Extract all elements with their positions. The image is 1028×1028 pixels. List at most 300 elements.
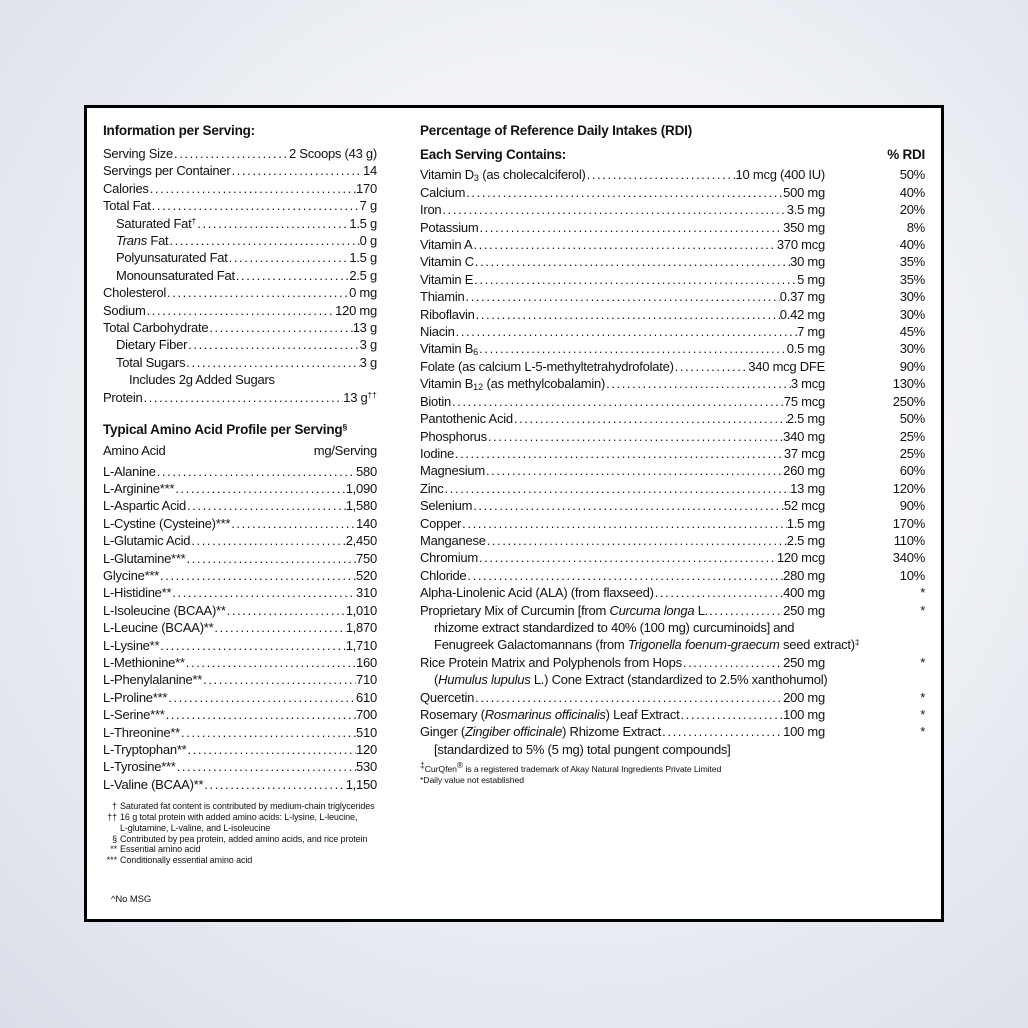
dot-leader xyxy=(478,340,787,357)
rdi-name: Chromium xyxy=(420,550,478,566)
dot-leader xyxy=(186,497,346,514)
rdi-name: Thiamin xyxy=(420,289,465,305)
rdi-amount: 350 mg xyxy=(783,219,825,235)
rdi-main xyxy=(420,480,925,497)
rdi-percent: 90% xyxy=(899,358,925,374)
rdi-main xyxy=(420,184,925,201)
rdi-amount: 5 mg xyxy=(797,271,825,287)
amino-name: L-Aspartic Acid xyxy=(103,498,186,514)
rdi-main xyxy=(420,236,925,253)
dot-leader xyxy=(186,550,357,567)
nutrient-name: Serving Size xyxy=(103,146,173,161)
rdi-main xyxy=(420,706,925,723)
nutrient-value: 1.5 g xyxy=(349,215,377,231)
dot-leader xyxy=(654,584,783,601)
dot-leader xyxy=(487,428,783,445)
rdi-name: Zinc xyxy=(420,480,444,496)
nutrition-row xyxy=(103,389,377,406)
dot-leader xyxy=(165,706,356,723)
rdi-row xyxy=(420,201,925,218)
rdi-row xyxy=(420,515,925,532)
rdi-continuation: Fenugreek Galactomannans (from Trigonella foenum-graecum seed extract)‡ xyxy=(434,637,860,653)
nutrient-value: 13 g†† xyxy=(343,389,377,405)
rdi-main xyxy=(420,410,925,427)
dot-leader xyxy=(142,389,343,406)
dot-leader xyxy=(166,284,349,301)
rdi-main xyxy=(420,219,925,236)
amino-col-name: Amino Acid xyxy=(103,443,166,459)
rdi-percent: 130% xyxy=(892,376,925,392)
rdi-main xyxy=(420,549,925,566)
dot-leader xyxy=(674,358,749,375)
rdi-percent: 10% xyxy=(899,567,925,583)
rdi-amount: 37 mcg xyxy=(783,445,825,461)
nutrient-name: Saturated Fat† xyxy=(116,215,197,231)
nutrient-name: Total Sugars xyxy=(116,354,186,370)
left-column xyxy=(103,122,377,905)
dot-leader xyxy=(203,776,345,793)
rdi-percent: 40% xyxy=(899,184,925,200)
rdi-row xyxy=(420,462,925,479)
rdi-amount: 280 mg xyxy=(783,567,825,583)
nutrient-name: Protein xyxy=(103,389,143,405)
nutrition-row xyxy=(103,215,377,232)
rdi-percent: * xyxy=(920,724,925,740)
dot-leader xyxy=(455,323,797,340)
rdi-amount: 1.5 mg xyxy=(786,515,825,531)
rdi-name: Vitamin E xyxy=(420,271,474,287)
amino-row xyxy=(103,689,377,706)
rdi-percent: 35% xyxy=(899,254,925,270)
rdi-name: Vitamin $B_{12}$ (as methylcobalamin) xyxy=(420,376,606,393)
left-footnotes xyxy=(103,801,377,866)
footnote-line: L-glutamine, L-valine, and L-isoleucine xyxy=(120,822,271,833)
nutrient-name: Includes 2g Added Sugars xyxy=(129,372,275,388)
dot-leader xyxy=(156,463,356,480)
dot-leader xyxy=(213,619,345,636)
rdi-main xyxy=(420,532,925,549)
rdi-main xyxy=(420,654,925,671)
amino-value: 1,150 xyxy=(345,776,377,792)
dot-leader xyxy=(235,267,350,284)
nutrient-name: Sodium xyxy=(103,302,146,318)
rdi-row xyxy=(420,497,925,514)
rdi-name: Rice Protein Matrix and Polyphenols from Hops xyxy=(420,654,682,670)
dot-leader xyxy=(146,302,336,319)
footnote-line: Saturated fat content is contributed by medium-chain triglycerides xyxy=(120,801,375,812)
rdi-row xyxy=(420,654,925,689)
amino-name: L-Cystine (Cysteine)*** xyxy=(103,515,231,531)
rdi-percent: 60% xyxy=(899,463,925,479)
rdi-name: Pantothenic Acid xyxy=(420,411,513,427)
amino-name: L-Leucine (BCAA)** xyxy=(103,620,214,636)
nutrition-row xyxy=(103,197,377,214)
amino-value: 1,580 xyxy=(345,498,377,514)
dot-leader xyxy=(465,184,783,201)
rdi-name: Folate (as calcium L-5-methyltetrahydrofolate) xyxy=(420,358,674,374)
amino-name: L-Threonine** xyxy=(103,724,180,740)
rdi-main xyxy=(420,497,925,514)
rdi-name: Potassium xyxy=(420,219,479,235)
rdi-row xyxy=(420,706,925,723)
footnote-marker: § xyxy=(112,833,117,844)
footnote-line: Conditionally essential amino acid xyxy=(120,855,253,866)
amino-value: 580 xyxy=(356,463,377,479)
rdi-main xyxy=(420,271,925,288)
rdi-percent: 25% xyxy=(899,445,925,461)
amino-rows xyxy=(103,463,377,794)
footnote-marker: † xyxy=(112,801,117,812)
rdi-name: Proprietary Mix of Curcumin [from Curcuma longa L. xyxy=(420,602,709,618)
dot-leader xyxy=(230,515,356,532)
nutrient-name: Trans Fat xyxy=(116,233,169,249)
footnote-marker: *** xyxy=(106,855,117,866)
rdi-name: Ginger (Zingiber officinale) Rhizome Extract xyxy=(420,724,662,740)
rdi-percent: * xyxy=(920,602,925,618)
footnote-marker: †† xyxy=(107,812,117,823)
amino-row xyxy=(103,741,377,758)
rdi-row xyxy=(420,323,925,340)
dot-leader xyxy=(679,706,783,723)
rdi-amount: 75 mcg xyxy=(783,393,825,409)
rdi-amount: 2.5 mg xyxy=(786,532,825,548)
rdi-percent: * xyxy=(920,707,925,722)
dot-leader xyxy=(159,567,356,584)
rdi-amount: 2.5 mg xyxy=(786,411,825,427)
dot-leader xyxy=(605,375,791,392)
rdi-row xyxy=(420,288,925,305)
rdi-amount: 100 mg xyxy=(783,724,825,740)
rdi-main xyxy=(420,340,925,357)
dot-leader xyxy=(174,480,346,497)
rdi-amount: 260 mg xyxy=(783,463,825,479)
amino-value: 2,450 xyxy=(345,533,377,549)
rdi-main xyxy=(420,166,925,183)
nutrient-value: 2.5 g xyxy=(349,267,377,283)
rdi-amount: 340 mcg DFE xyxy=(748,358,825,374)
footnote xyxy=(103,834,377,845)
dot-leader xyxy=(478,549,777,566)
dot-leader xyxy=(474,689,783,706)
amino-value: 750 xyxy=(356,550,377,566)
rdi-percent: 50% xyxy=(899,167,925,183)
rdi-row xyxy=(420,271,925,288)
each-serving-label: Each Serving Contains: xyxy=(420,147,567,162)
rdi-amount: 200 mg xyxy=(783,689,825,705)
rdi-row xyxy=(420,184,925,201)
rdi-amount: 0.37 mg xyxy=(779,289,825,305)
nutrient-name: Cholesterol xyxy=(103,285,167,301)
nutrition-row xyxy=(103,249,377,266)
nutrient-value: 3 g xyxy=(359,354,377,370)
rdi-percent: 35% xyxy=(899,271,925,287)
amino-row xyxy=(103,497,377,514)
rdi-name: Rosemary (Rosmarinus officinalis) Leaf Extract xyxy=(420,707,680,722)
amino-value: 1,710 xyxy=(345,637,377,653)
rdi-percent: 8% xyxy=(906,219,925,235)
rdi-amount: 370 mcg xyxy=(776,237,825,253)
rdi-amount: 500 mg xyxy=(783,184,825,200)
rdi-row xyxy=(420,306,925,323)
rdi-name: Vitamin C xyxy=(420,254,474,270)
footnote xyxy=(103,812,377,834)
rdi-percent: 40% xyxy=(899,237,925,253)
dot-leader xyxy=(682,654,783,671)
rdi-row xyxy=(420,393,925,410)
rdi-main xyxy=(420,253,925,270)
nutrient-value: 170 xyxy=(356,180,377,196)
rdi-row xyxy=(420,219,925,236)
amino-name: Glycine*** xyxy=(103,567,160,583)
nutrient-value: 7 g xyxy=(359,198,377,214)
dot-leader xyxy=(185,654,356,671)
nutrition-row xyxy=(103,162,377,179)
rdi-name: Vitamin $D_3$ (as cholecalciferol) xyxy=(420,167,586,184)
amino-row xyxy=(103,480,377,497)
amino-value: 1,870 xyxy=(345,620,377,636)
nutrition-rows xyxy=(103,145,377,406)
dot-leader xyxy=(586,166,736,183)
rdi-percent: 50% xyxy=(899,411,925,427)
amino-row xyxy=(103,619,377,636)
supplement-facts-panel xyxy=(84,105,944,922)
rdi-continuation: (Humulus lupulus L.) Cone Extract (standardized to 2.5% xanthohumol) xyxy=(434,672,828,688)
rdi-continuation: rhizome extract standardized to 40% (100 mg) curcuminoids] and xyxy=(434,619,795,635)
rdi-name: Selenium xyxy=(420,498,473,514)
dot-leader xyxy=(475,306,780,323)
rdi-row xyxy=(420,532,925,549)
rdi-amount: 10 mcg (400 IU) xyxy=(735,167,825,183)
amino-value: 700 xyxy=(356,707,377,723)
rdi-name: Copper xyxy=(420,515,462,531)
rdi-amount: 340 mg xyxy=(783,428,825,444)
rdi-row xyxy=(420,340,925,357)
amino-value: 160 xyxy=(356,654,377,670)
amino-row xyxy=(103,724,377,741)
rdi-amount: 400 mg xyxy=(783,585,825,601)
amino-name: L-Lysine** xyxy=(103,637,160,653)
rdi-amount: 3.5 mg xyxy=(786,202,825,218)
rdi-name: Riboflavin xyxy=(420,306,475,322)
right-footnotes xyxy=(420,760,925,786)
dot-leader xyxy=(465,288,780,305)
amino-name: L-Phenylalanine** xyxy=(103,672,203,688)
nutrient-value: 0 mg xyxy=(349,285,377,301)
amino-value: 710 xyxy=(356,672,377,688)
dot-leader xyxy=(472,497,784,514)
footnote xyxy=(103,801,377,812)
rdi-row xyxy=(420,253,925,270)
dot-leader xyxy=(472,236,776,253)
rdi-main xyxy=(420,445,925,462)
amino-row xyxy=(103,654,377,671)
amino-value: 530 xyxy=(356,759,377,775)
rdi-row xyxy=(420,375,925,392)
nutrient-name: Calories xyxy=(103,180,149,196)
amino-value: 1,090 xyxy=(345,480,377,496)
dot-leader xyxy=(159,637,345,654)
rdi-row xyxy=(420,723,925,758)
amino-value: 140 xyxy=(356,515,377,531)
rdi-main xyxy=(420,323,925,340)
rdi-percent: 340% xyxy=(892,550,925,566)
rdi-subheading-row xyxy=(420,146,925,163)
rdi-main xyxy=(420,602,925,619)
rdi-name: Manganese xyxy=(420,532,486,548)
footnote-text xyxy=(120,855,377,866)
dot-leader xyxy=(202,671,356,688)
dot-leader xyxy=(151,197,360,214)
rdi-name: Iodine xyxy=(420,445,454,461)
dot-leader xyxy=(444,480,791,497)
amino-name: L-Glutamine*** xyxy=(103,550,186,566)
rdi-amount: 7 mg xyxy=(797,324,825,340)
rdi-name: Vitamin A xyxy=(420,237,473,253)
dot-leader xyxy=(708,602,783,619)
dot-leader xyxy=(485,462,783,479)
no-msg-note: ^No MSG xyxy=(111,894,152,905)
rdi-rows xyxy=(420,166,925,758)
rdi-name: Niacin xyxy=(420,324,455,340)
rdi-main xyxy=(420,358,925,375)
rdi-main xyxy=(420,689,925,706)
amino-name: L-Serine*** xyxy=(103,707,165,723)
dot-leader xyxy=(661,723,783,740)
rdi-amount: 100 mg xyxy=(783,707,825,722)
footnote xyxy=(103,855,377,866)
amino-value: 510 xyxy=(356,724,377,740)
rdi-row xyxy=(420,567,925,584)
nutrition-row xyxy=(103,180,377,197)
amino-row xyxy=(103,550,377,567)
amino-name: L-Arginine*** xyxy=(103,480,175,496)
nutrition-row xyxy=(103,232,377,249)
footnote-line: *Daily value not established xyxy=(420,775,524,786)
amino-value: 520 xyxy=(356,567,377,583)
rdi-percent: * xyxy=(920,585,925,601)
dot-leader xyxy=(180,724,356,741)
amino-row xyxy=(103,671,377,688)
dot-leader xyxy=(168,232,359,249)
rdi-main xyxy=(420,428,925,445)
footnote-text xyxy=(120,801,377,812)
rdi-row xyxy=(420,480,925,497)
rdi-name: Iron xyxy=(420,202,442,218)
dot-leader xyxy=(474,253,790,270)
rdi-row xyxy=(420,445,925,462)
amino-col-value: mg/Serving xyxy=(313,443,377,459)
rdi-main xyxy=(420,288,925,305)
rdi-percent: 30% xyxy=(899,341,925,357)
footnote xyxy=(103,844,377,855)
footnote-text xyxy=(120,834,377,845)
rdi-main xyxy=(420,306,925,323)
rdi-amount: 120 mcg xyxy=(776,550,825,566)
dot-leader xyxy=(478,219,783,236)
rdi-amount: 0.5 mg xyxy=(786,341,825,357)
rdi-row xyxy=(420,428,925,445)
rdi-percent: * xyxy=(920,689,925,705)
dot-leader xyxy=(230,162,363,179)
rdi-name: Quercetin xyxy=(420,689,475,705)
nutrient-name: Servings per Container xyxy=(103,163,231,179)
rdi-main xyxy=(420,393,925,410)
rdi-name: Calcium xyxy=(420,184,466,200)
footnote-text xyxy=(120,812,377,834)
amino-row xyxy=(103,532,377,549)
nutrition-row xyxy=(103,319,377,336)
dot-leader xyxy=(454,445,784,462)
nutrition-row xyxy=(103,371,377,388)
amino-column-headers xyxy=(103,442,377,459)
dot-leader xyxy=(513,410,787,427)
nutrition-row xyxy=(103,267,377,284)
rdi-row xyxy=(420,602,925,654)
amino-row xyxy=(103,758,377,775)
rdi-percent: 90% xyxy=(899,498,925,514)
footnote-line: ‡CurQfen® is a registered trademark of Akay Natural Ingredients Private Limited xyxy=(420,760,722,775)
amino-row xyxy=(103,637,377,654)
rdi-row xyxy=(420,236,925,253)
nutrient-name: Total Fat xyxy=(103,198,151,214)
amino-heading: Typical Amino Acid Profile per Serving§ xyxy=(103,422,348,438)
footnote-line: Contributed by pea protein, added amino acids, and rice protein xyxy=(120,833,368,844)
footnote-line: Essential amino acid xyxy=(120,844,201,855)
rdi-name: Biotin xyxy=(420,393,452,409)
amino-value: 610 xyxy=(356,689,377,705)
dot-leader xyxy=(451,393,784,410)
rdi-percent: * xyxy=(920,654,925,670)
rdi-main xyxy=(420,515,925,532)
dot-leader xyxy=(196,215,349,232)
rdi-percent: 45% xyxy=(899,324,925,340)
dot-leader xyxy=(185,354,359,371)
rdi-amount: 3 mcg xyxy=(790,376,825,392)
rdi-percent: 170% xyxy=(892,515,925,531)
rdi-amount: 0.42 mg xyxy=(779,306,825,322)
rdi-amount: 52 mcg xyxy=(783,498,825,514)
amino-row xyxy=(103,515,377,532)
rdi-main xyxy=(420,584,925,601)
nutrient-value: 120 mg xyxy=(335,302,377,318)
rdi-percent: 30% xyxy=(899,306,925,322)
dot-leader xyxy=(171,584,356,601)
dot-leader xyxy=(190,532,345,549)
amino-name: L-Histidine** xyxy=(103,585,172,601)
rdi-name: Chloride xyxy=(420,567,467,583)
rdi-row xyxy=(420,358,925,375)
amino-name: L-Proline*** xyxy=(103,689,168,705)
dot-leader xyxy=(186,741,356,758)
dot-leader xyxy=(228,249,350,266)
nutrition-row xyxy=(103,354,377,371)
amino-row xyxy=(103,706,377,723)
rdi-main xyxy=(420,375,925,392)
amino-row xyxy=(103,567,377,584)
pct-rdi-header: % RDI xyxy=(887,147,925,162)
amino-row xyxy=(103,463,377,480)
amino-name: L-Alanine xyxy=(103,463,156,479)
rdi-heading: Percentage of Reference Daily Intakes (RDI) xyxy=(420,123,692,138)
rdi-row xyxy=(420,166,925,183)
amino-name: L-Tyrosine*** xyxy=(103,759,176,775)
left-heading: Information per Serving: xyxy=(103,123,255,138)
rdi-row xyxy=(420,549,925,566)
rdi-amount: 250 mg xyxy=(783,602,825,618)
rdi-percent: 30% xyxy=(899,289,925,305)
amino-name: L-Methionine** xyxy=(103,654,185,670)
rdi-percent: 120% xyxy=(892,480,925,496)
